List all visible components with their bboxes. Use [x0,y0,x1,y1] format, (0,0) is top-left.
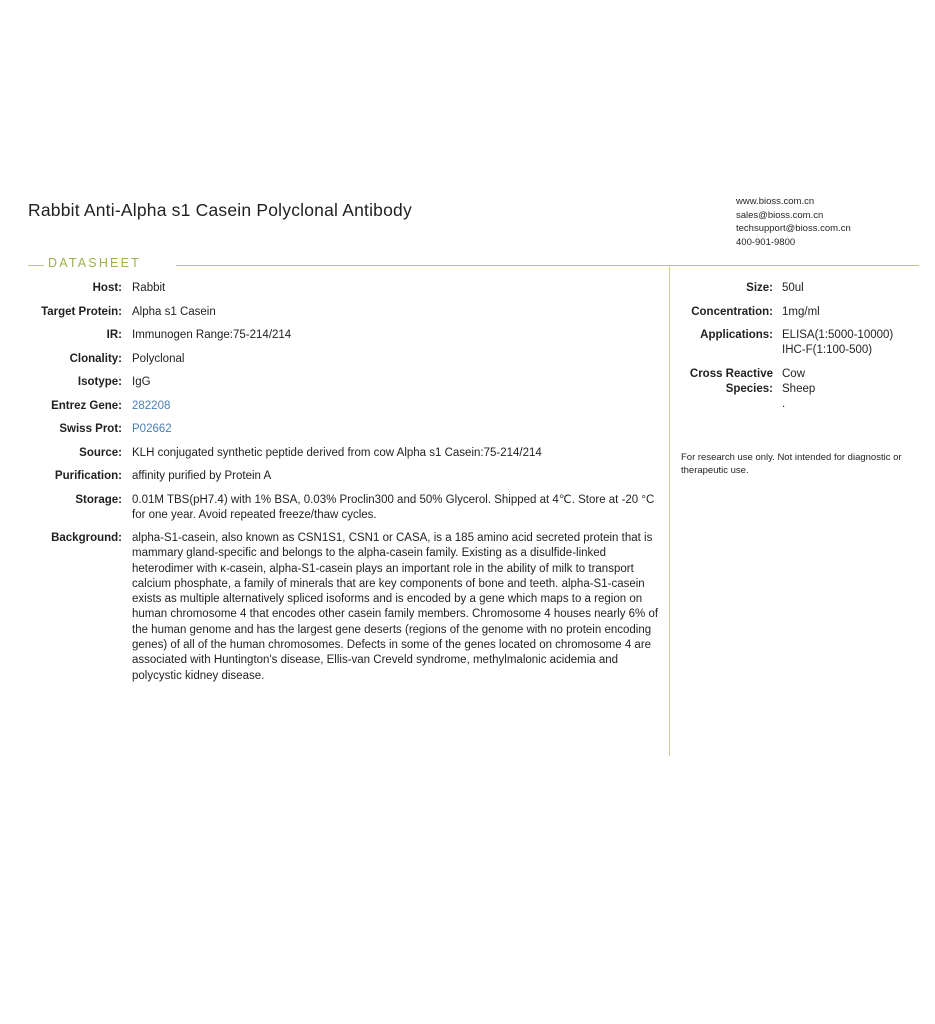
field-row-size [681,281,931,296]
field-value-isotype: IgG [132,376,151,388]
cross-label-line-1: Cross Reactive [689,367,773,380]
field-label-background: Background: [51,532,122,544]
band-rule-left [28,265,44,266]
field-value-background: alpha-S1-casein, also known as CSN1S1, CSN1 or CASA, is a 185 amino acid secreted protein that is mammary gland-specific and belongs to the alpha-casein family. Existing as a disulfide-linked heterodimer with κ-casein, alpha-S1-casein plays an important role in the ability of milk to transport calcium phosphate, a family of minerals that are key components of bone and teeth. alpha-S1-casein exists as multiple alternatively spliced isoforms and is encoded by a gene which maps to a region on human chromosome 4 that encodes other casein family members. Chromosome 4 houses nearly 6% of the human genome and has the largest gene deserts (regions of the genome with no protein encoding genes) of all of the human chromosomes. Defects in some of the genes located on chromosome 4 are associated with Huntington's disease, Ellis-van Creveld syndrome, methylmalonic acidemia and polycystic kidney disease. [132,532,659,682]
applications-line-2: IHC-F(1:100-500) [782,344,873,356]
datasheet-band [28,256,919,274]
field-value-size: 50ul [782,282,804,294]
field-label-isotype: Isotype: [77,376,122,388]
contact-sales-email[interactable]: sales@bioss.com.cn [736,209,824,221]
field-label-storage: Storage: [75,493,122,506]
field-value-concentration: 1mg/ml [782,305,820,318]
field-row-applications [681,328,931,358]
left-field-list [28,281,660,692]
field-label-cross-reactive-species [681,367,773,397]
field-row-cross-reactive-species [681,367,931,412]
cross-species-line-3: . [782,397,786,410]
field-label-swiss-prot: Swiss Prot: [59,423,122,435]
field-row-clonality [28,352,660,367]
contact-phone: 400-901-9800 [736,236,796,248]
cross-species-line-2: Sheep [782,382,816,395]
field-row-storage [28,493,660,523]
field-label-purification: Purification: [54,470,122,482]
contact-support-email[interactable]: techsupport@bioss.com.cn [736,223,851,234]
right-field-list [681,281,931,420]
disclaimer-text: For research use only. Not intended for diagnostic or therapeutic use. [681,452,902,476]
field-value-swiss-prot[interactable]: P02662 [132,423,172,435]
field-row-source [28,446,660,461]
section-label: DATASHEET [48,256,141,270]
column-divider [669,266,670,756]
field-row-background [28,531,660,684]
field-value-applications [782,328,931,358]
field-label-clonality: Clonality: [69,352,122,365]
field-row-isotype [28,375,660,390]
field-value-cross-reactive-species [782,367,931,412]
field-value-target-protein: Alpha s1 Casein [132,305,216,318]
page-title: Rabbit Anti-Alpha s1 Casein Polyclonal Antibody [28,200,412,220]
field-label-target-protein: Target Protein: [41,305,122,318]
field-row-host [28,281,660,296]
field-value-purification: affinity purified by Protein A [132,470,272,482]
field-label-source: Source: [79,446,122,459]
field-label-applications: Applications: [700,329,773,341]
field-value-ir: Immunogen Range:75-214/214 [132,329,292,341]
field-value-clonality: Polyclonal [132,352,185,365]
field-row-target-protein [28,305,660,320]
field-value-host: Rabbit [132,282,166,294]
field-row-swiss-prot [28,422,660,437]
cross-species-line-1: Cow [782,367,806,380]
applications-line-1: ELISA(1:5000-10000) [782,329,894,341]
band-rule-right [176,265,919,266]
field-label-concentration: Concentration: [691,305,773,318]
field-row-entrez-gene [28,399,660,414]
field-label-host: Host: [92,282,122,294]
field-value-entrez-gene[interactable]: 282208 [132,399,171,412]
field-label-size: Size: [746,282,773,294]
field-value-source: KLH conjugated synthetic peptide derived from cow Alpha s1 Casein:75-214/214 [132,446,542,459]
field-row-concentration [681,305,931,320]
field-label-ir: IR: [106,329,122,341]
contact-block [736,195,851,249]
cross-label-line-2: Species: [725,382,773,395]
contact-website[interactable]: www.bioss.com.cn [736,196,815,207]
field-row-purification [28,469,660,484]
field-label-entrez-gene: Entrez Gene: [51,399,122,412]
field-row-ir [28,328,660,343]
field-value-storage: 0.01M TBS(pH7.4) with 1% BSA, 0.03% Proclin300 and 50% Glycerol. Shipped at 4℃. Store at -20 °C for one year. Avoid repeated freeze/thaw cycles. [132,493,655,521]
